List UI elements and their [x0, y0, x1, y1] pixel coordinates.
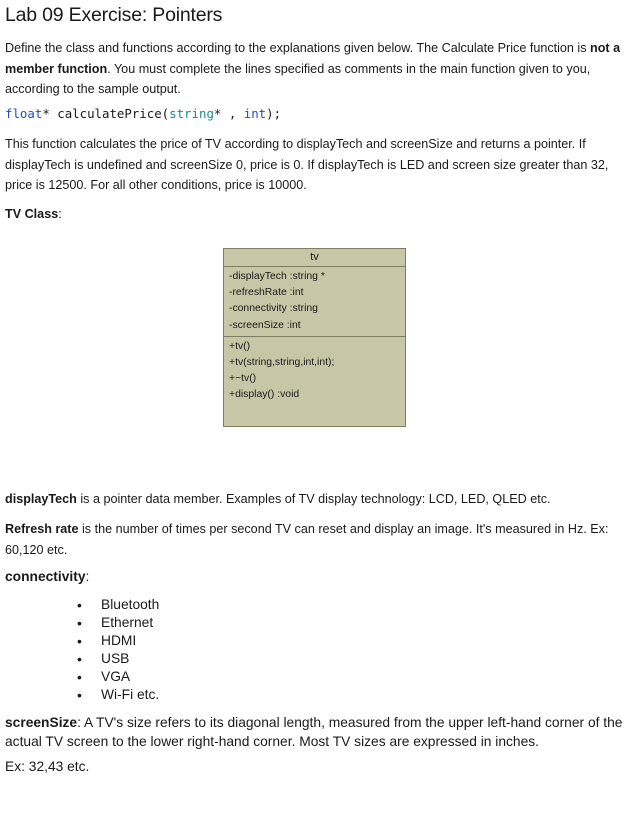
uml-class-name: tv — [224, 249, 405, 267]
tv-class-label: TV Class — [5, 207, 59, 221]
connectivity-list — [77, 596, 159, 704]
uml-method: +tv(string,string,int,int); — [229, 357, 335, 369]
uml-attribute: -refreshRate :int — [229, 287, 304, 299]
connectivity-colon: : — [85, 569, 90, 584]
uml-method: +display() :void — [229, 389, 300, 401]
uml-methods — [224, 337, 405, 406]
code-keyword-float: float — [5, 106, 43, 121]
display-tech-term: displayTech — [5, 492, 77, 506]
code-part-3: ); — [266, 106, 282, 121]
list-item: • Bluetooth — [77, 596, 159, 614]
code-keyword-int: int — [243, 106, 267, 121]
connectivity-term: connectivity — [5, 569, 86, 584]
intro-paragraph — [5, 38, 633, 100]
display-tech-paragraph — [5, 489, 633, 510]
list-item: • Wi-Fi etc. — [77, 686, 159, 704]
code-type-string: string — [169, 106, 214, 121]
list-item: • Ethernet — [77, 614, 159, 632]
intro-emphasis: not a member function — [5, 41, 621, 76]
uml-class-diagram — [223, 248, 406, 427]
code-part-1: * calculatePrice( — [42, 106, 170, 121]
tv-class-heading — [5, 204, 633, 225]
example-text: Ex: 32,43 etc. — [5, 759, 90, 774]
page-title: Lab 09 Exercise: Pointers — [5, 4, 223, 26]
refresh-rate-paragraph — [5, 519, 633, 560]
connectivity-heading — [5, 569, 89, 584]
refresh-rate-text: is the number of times per second TV can reset and display an image. It's measured in Hz. Ex: 60,120 etc. — [5, 522, 609, 557]
uml-method: +~tv() — [229, 373, 257, 385]
intro-text-end: . You must complete the lines specified as comments in the main function given to you, according to the sample output. — [5, 61, 591, 96]
intro-text-start: Define the class and functions according to the explanations given below. The Calculate Price function is — [5, 41, 591, 55]
uml-method: +tv() — [229, 340, 251, 352]
function-signature — [5, 106, 281, 121]
uml-attribute: -displayTech :string * — [229, 271, 325, 282]
uml-attribute: -screenSize :int — [229, 319, 301, 331]
uml-attribute: -connectivity :string — [229, 303, 318, 315]
uml-attributes — [224, 267, 405, 337]
list-item: • HDMI — [77, 632, 159, 650]
screen-size-term: screenSize — [5, 715, 78, 730]
display-tech-text: is a pointer data member. Examples of TV display technology: LCD, LED, QLED etc. — [76, 492, 551, 506]
list-item: • VGA — [77, 668, 159, 686]
screen-size-paragraph — [5, 713, 633, 751]
refresh-rate-term: Refresh rate — [5, 522, 79, 536]
function-description: This function calculates the price of TV according to displayTech and screenSize and returns a pointer. If displayTech is undefined and screenSize 0, price is 0. If displayTech is LED and screen size greater than 32, price is 12500. For all other conditions, price is 10000. — [5, 137, 609, 192]
tv-class-colon: : — [58, 207, 62, 221]
list-item: • USB — [77, 650, 159, 668]
code-part-2: * , — [213, 106, 244, 121]
screen-size-text: : A TV's size refers to its diagonal length, measured from the upper left-hand corner of the actual TV screen to the lower right-hand corner. Most TV sizes are expressed in inches. — [5, 715, 623, 749]
